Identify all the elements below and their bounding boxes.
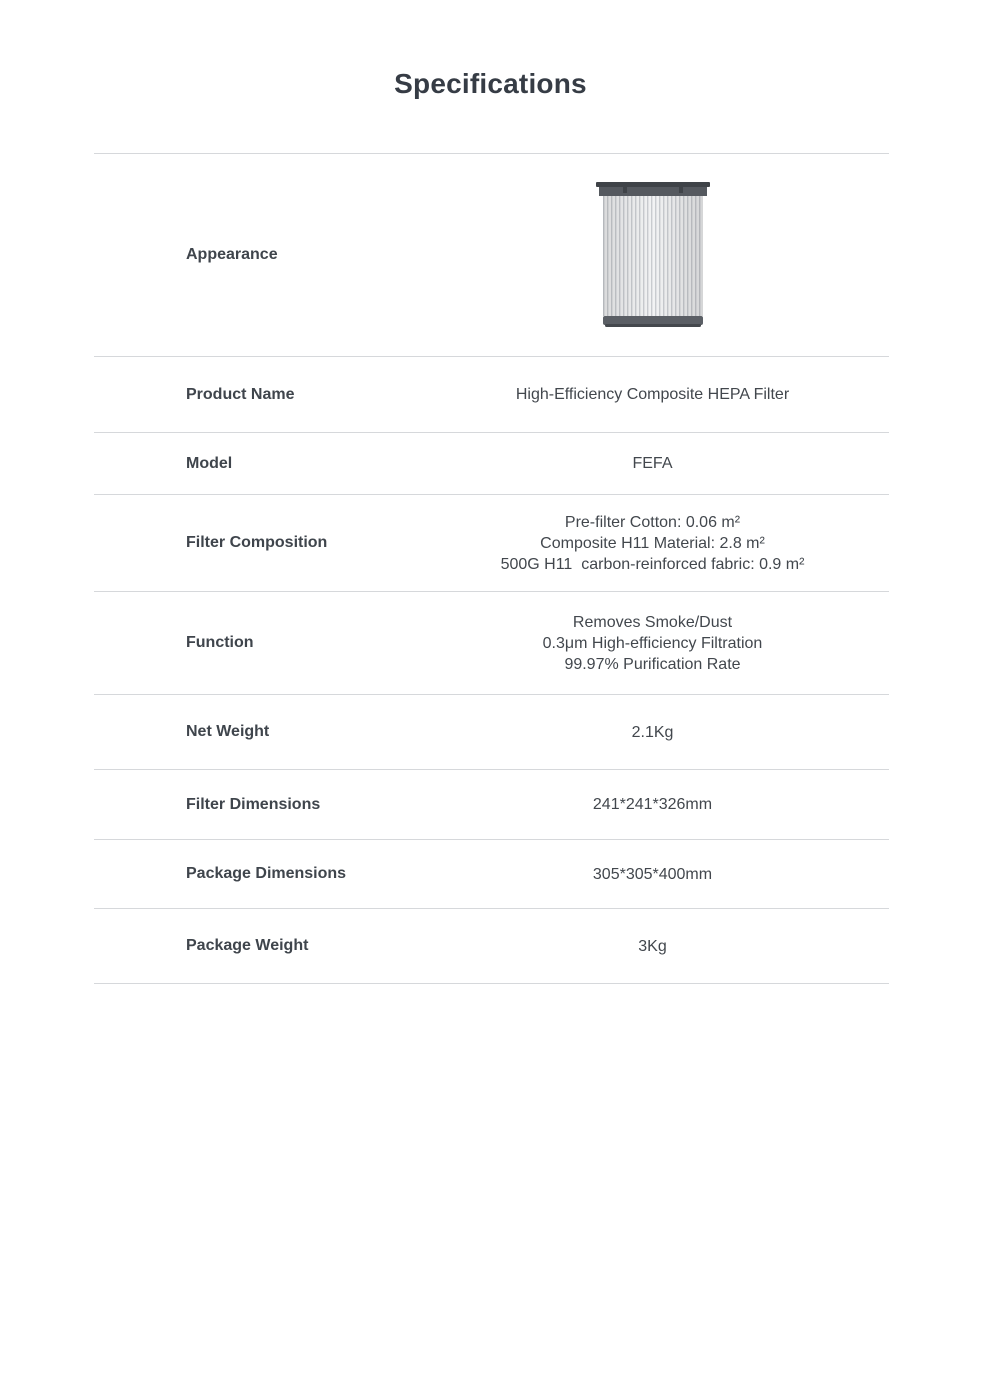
composition-line: Pre-filter Cotton: 0.06 m² — [564, 513, 741, 531]
function-line: 0.3μm High-efficiency Filtration — [542, 634, 763, 652]
product-name-label: Product Name — [186, 385, 295, 403]
row-package-weight — [94, 909, 889, 984]
spec-table — [94, 153, 889, 984]
row-model — [94, 433, 889, 495]
model-value: FEFA — [632, 455, 673, 472]
page-title: Specifications — [394, 68, 587, 99]
filter-composition-label: Filter Composition — [186, 534, 328, 551]
package-weight-value: 3Kg — [638, 937, 667, 955]
row-product-name — [94, 357, 889, 433]
appearance-label: Appearance — [186, 246, 278, 263]
net-weight-value: 2.1Kg — [631, 723, 674, 741]
composition-line: Composite H11 Material: 2.8 m² — [540, 534, 765, 552]
composition-line: 500G H11 carbon-reinforced fabric: 0.9 m² — [500, 555, 805, 573]
function-line: 99.97% Purification Rate — [564, 655, 741, 673]
package-weight-label: Package Weight — [186, 937, 309, 954]
model-label: Model — [186, 454, 233, 472]
appearance-value — [416, 182, 889, 328]
row-net-weight — [94, 695, 889, 770]
function-value — [416, 612, 889, 675]
row-appearance — [94, 154, 889, 357]
function-label: Function — [186, 634, 254, 651]
filter-dimensions-value: 241*241*326mm — [592, 796, 713, 813]
row-filter-dimensions — [94, 770, 889, 840]
row-function — [94, 592, 889, 695]
row-package-dimensions — [94, 840, 889, 909]
function-line: Removes Smoke/Dust — [572, 613, 733, 631]
product-name-value: High-Efficiency Composite HEPA Filter — [515, 386, 790, 403]
package-dimensions-label: Package Dimensions — [186, 865, 347, 882]
row-filter-composition — [94, 495, 889, 592]
hepa-filter-image — [595, 182, 711, 328]
filter-dimensions-label: Filter Dimensions — [186, 795, 321, 813]
net-weight-label: Net Weight — [186, 723, 270, 740]
filter-composition-value — [416, 512, 889, 575]
package-dimensions-value: 305*305*400mm — [592, 865, 713, 883]
